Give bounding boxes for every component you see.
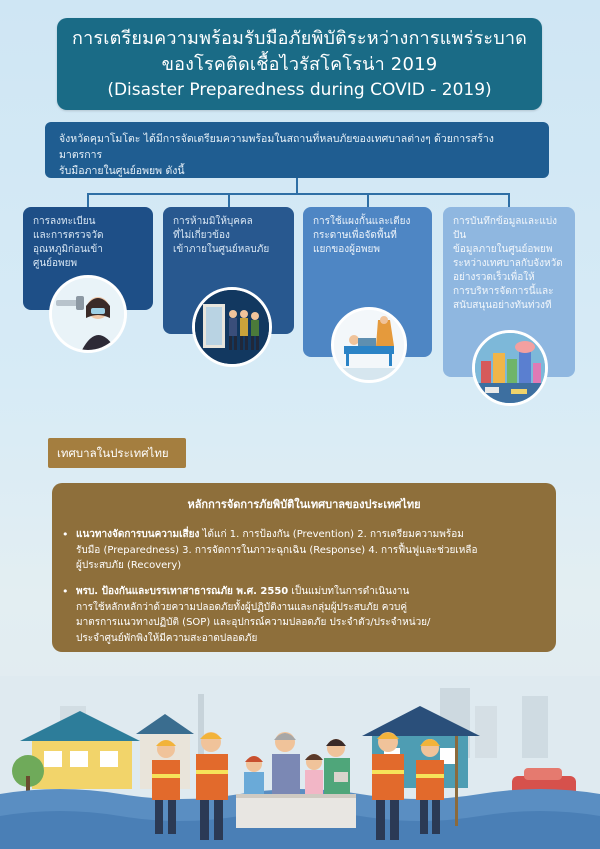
queue-at-door-illustration <box>192 287 272 367</box>
principle-item-2 <box>62 584 546 646</box>
bullet-icon: • <box>62 585 69 598</box>
section-tag-thailand: เทศบาลในประเทศไทย <box>48 438 186 468</box>
cardboard-bed-illustration <box>331 307 407 383</box>
title-line-2: ของโรคติดเชื้อไวรัสโคโรน่า 2019 <box>161 54 438 75</box>
card-3-line: แยกของผู้อพยพ <box>313 244 380 255</box>
principle-2-bold: พรบ. ป้องกันและบรรเทาสาธารณภัย พ.ศ. 2550 <box>76 586 289 597</box>
bullet-icon: • <box>62 528 69 541</box>
card-1-line: และการตรวจวัด <box>33 230 104 241</box>
card-3-line: การใช้แผงกั้นและเตียง <box>313 216 411 227</box>
title-line-3: (Disaster Preparedness during COVID - 2019) <box>107 80 492 100</box>
principle-2-line: ประจำศูนย์พักพิงให้มีความสะอาดปลอดภัย <box>76 632 258 644</box>
intro-line-2: รับมือภายในศูนย์อพยพ ดังนี้ <box>59 165 185 177</box>
card-4-line: ระหว่างเทศบาลกับจังหวัด <box>453 258 563 269</box>
card-2-line: เข้าภายในศูนย์หลบภัย <box>173 244 270 255</box>
intro-line-1: จังหวัดคุมาโมโตะ ได้มีการจัดเตรียมความพร้อมในสถานที่หลบภัยของเทศบาลต่างๆ ด้วยการสร้างมาตรการ <box>59 133 494 161</box>
connector-drop-2 <box>228 193 230 207</box>
principle-2-line: เป็นแม่บทในการดำเนินงาน <box>288 586 410 597</box>
card-4-line: การบริหารจัดการนี้และ <box>453 286 554 297</box>
principle-1-line: รับมือ (Preparedness) 3. การจัดการในภาวะฉุกเฉิน (Response) 4. การฟื้นฟูและช่วยเหลือ <box>76 544 478 556</box>
title-banner <box>57 18 542 110</box>
connector-horizontal <box>87 193 509 195</box>
principle-2-line: การใช้หลักหลักว่าด้วยความปลอดภัยทั้งผู้ปฏิบัติงานและกลุ่มผู้ประสบภัย ควบคู่ <box>76 601 408 613</box>
card-4-line: สนับสนุนอย่างทันท่วงที <box>453 300 552 311</box>
principle-2-line: มาตรการแนวทางปฏิบัติ (SOP) และอุปกรณ์ความปลอดภัย ประจำตัว/ประจำหน่วย/ <box>76 617 431 628</box>
card-1-line: การลงทะเบียน <box>33 216 96 227</box>
principles-box <box>52 483 556 652</box>
card-2-line: ที่ไม่เกี่ยวข้อง <box>173 230 230 241</box>
principle-1-bold: แนวทางจัดการบนความเสี่ยง <box>76 529 200 540</box>
city-data-illustration <box>472 330 548 406</box>
connector-drop-4 <box>508 193 510 207</box>
intro-box <box>45 122 549 178</box>
connector-vertical-main <box>296 178 298 194</box>
card-3-line: กระดาษเพื่อจัดพื้นที่ <box>313 230 397 241</box>
principle-item-1 <box>62 527 546 574</box>
flood-rescue-team-illustration <box>0 676 600 849</box>
title-line-1: การเตรียมความพร้อมรับมือภัยพิบัติระหว่างการแพร่ระบาด <box>71 28 528 49</box>
card-4-line: อย่างรวดเร็วเพื่อให้ <box>453 272 535 283</box>
card-4-line: ข้อมูลภายในศูนย์อพยพ <box>453 244 553 255</box>
card-1-line: ศูนย์อพยพ <box>33 258 78 269</box>
connector-drop-3 <box>367 193 369 207</box>
thermometer-check-illustration <box>49 275 127 353</box>
principles-title: หลักการจัดการภัยพิบัติในเทศบาลของประเทศไทย <box>187 498 421 511</box>
card-4-line: การบันทึกข้อมูลและแบ่งปัน <box>453 216 558 241</box>
card-2-line: การห้ามมิให้บุคคล <box>173 216 253 227</box>
connector-drop-1 <box>87 193 89 207</box>
principle-1-line: ผู้ประสบภัย (Recovery) <box>76 560 182 571</box>
principle-1-line: ได้แก่ 1. การป้องกัน (Prevention) 2. การเตรียมความพร้อม <box>199 529 464 540</box>
card-1-line: อุณหภูมิก่อนเข้า <box>33 244 103 255</box>
